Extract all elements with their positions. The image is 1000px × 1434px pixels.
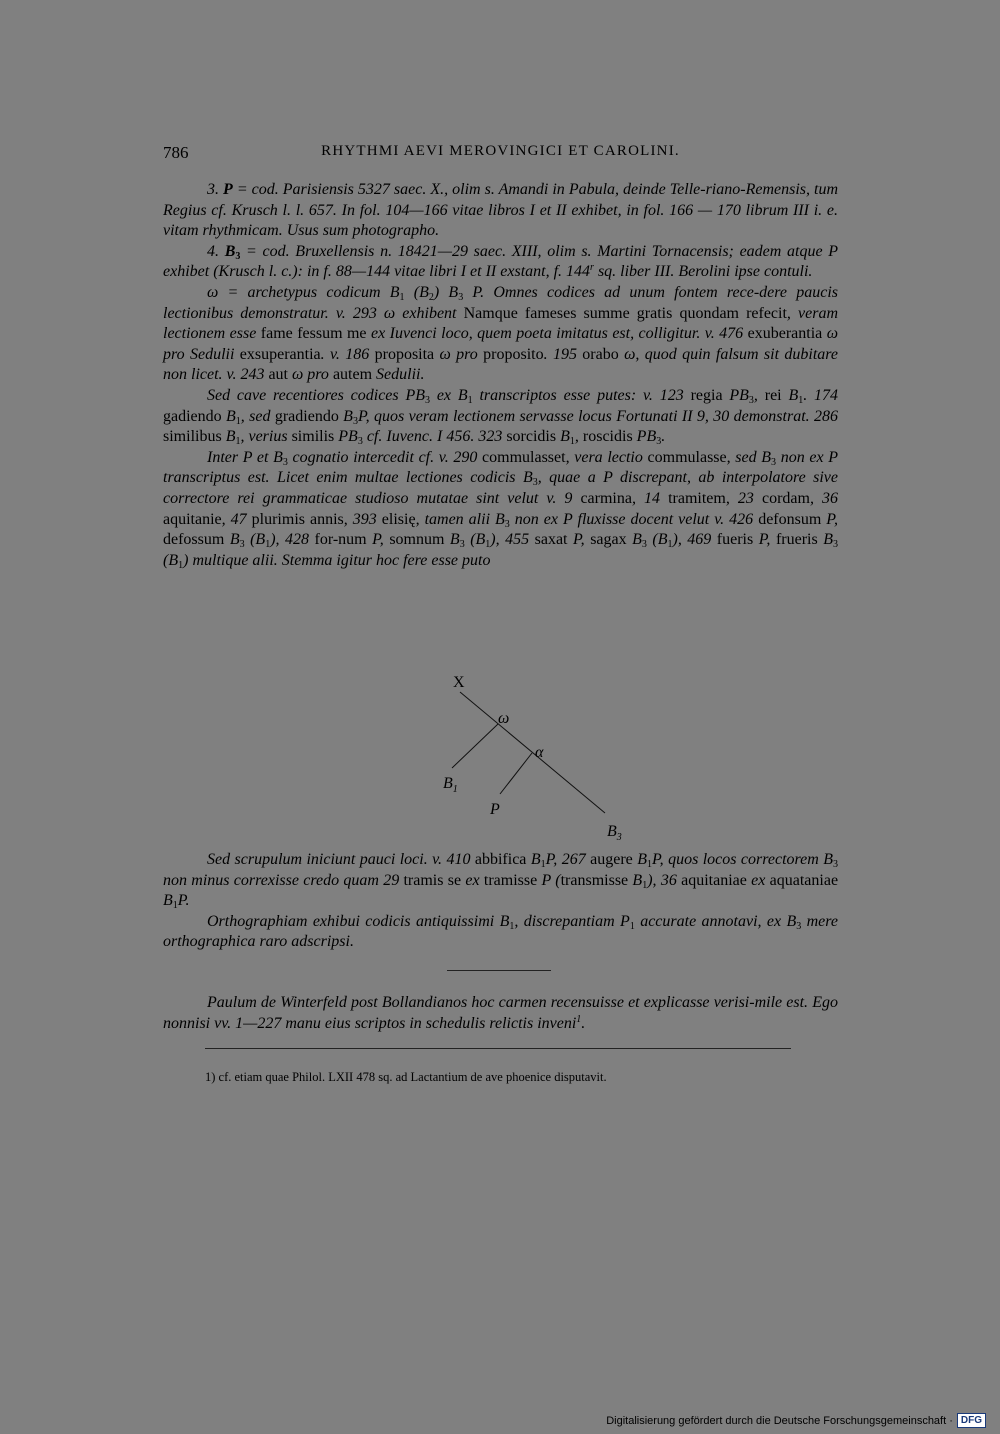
node-alpha: α — [535, 744, 544, 761]
stemma-diagram — [420, 668, 650, 843]
footnote — [205, 1070, 607, 1085]
paragraph-cognatio: Inter P et $B_3$ cognatio intercedit cf. v. 290 commulasset, vera lectio commulasse, sed $B_3$ non ex P transcriptus est. Licet enim multae lectiones codicis $B_3$, quae a P discrepant, ab interpolatore sive correctore rei grammaticae studioso mutatae sint velut v. 9 carmina, 14 tramitem, 23 cordam, 36 aquitanie, 47 plurimis annis, 393 elisię, tamen alii $B_3$ non ex P fluxisse docent velut v. 426 defonsum P, defossum $B_3$ $(B_1)$, 428 for-num P, somnum $B_3$ $(B_1)$, 455 saxat P, sagax $B_3$ $(B_1)$, 469 fueris P, frueris $B_3$ $(B_1)$ multique alii. Stemma igitur hoc fere esse puto — [163, 448, 839, 571]
edge-x-b3 — [460, 692, 605, 813]
digitization-footer — [606, 1413, 986, 1428]
paragraph-winterfeld: Paulum de Winterfeld post Bollandianos hoc carmen recensuisse et explicasse verisi-mile est. Ego nonnisi vv. 1—227 manu eius scriptos in schedulis relictis inveni$^1$. — [163, 994, 838, 1032]
footnote-text: 1) cf. etiam quae Philol. LXII 478 sq. ad Lactantium de ave phoenice disputavit. — [205, 1070, 607, 1084]
running-head: RHYTHMI AEVI MEROVINGICI ET CAROLINI. — [321, 143, 680, 159]
node-b1-letter: B — [443, 775, 453, 792]
paragraph-recentiores: Sed cave recentiores codices $PB_3$ ex $B_1$ transcriptos esse putes: v. 123 regia $PB_3$, rei $B_1$. 174 gadiendo $B_1$, sed gradiendo $B_3P$, quos veram lectionem servasse locus Fortunati II 9, 30 demonstrat. 286 similibus $B_1$, verius similis $PB_3$ cf. Iuvenc. I 456. 323 sorcidis $B_1$, roscidis $PB_3$. — [163, 386, 839, 448]
node-b1-sub: 1 — [452, 784, 458, 795]
body-text-top — [163, 180, 838, 571]
paragraph-archetype: ω = archetypus codicum $B_1$ $(B_2)$ $B_3$ P. Omnes codices ad unum fontem rece-dere paucis lectionibus demonstratur. v. 293 ω exhibent Namque fameses summe gratis quondam refecit, veram lectionem esse fame fessum me ex Iuvenci loco, quem poeta imitatus est, colligitur. v. 476 exuberantia ω pro Sedulii exsuperantia. v. 186 proposita ω pro proposito. 195 orabo ω, quod quin falsum sit dubitare non licet. v. 243 aut ω pro autem Sedulii. — [163, 283, 839, 384]
edge-alpha-p — [500, 753, 532, 794]
page-number: 786 — [163, 143, 189, 162]
page-header — [163, 143, 838, 167]
node-omega: ω — [498, 710, 510, 727]
body-text-bottom — [163, 850, 838, 953]
final-text — [163, 992, 838, 1034]
node-p: P — [490, 801, 500, 818]
paragraph-codex-p: 3. P = cod. Parisiensis 5327 saec. X., olim s. Amandi in Pabula, deinde Telle-riano-Remensis, tum Regius cf. Krusch l. l. 657. In fol. 104—166 vitae libros I et II exhibet, in fol. 166 — 170 librum III i. e. vitam rhythmicam. Usus sum photographo. — [163, 181, 839, 240]
stemma-svg — [420, 668, 650, 843]
section-divider — [447, 970, 551, 971]
paragraph-scrupulum: Sed scrupulum iniciunt pauci loci. v. 410 abbifica $B_1P$, 267 augere $B_1P$, quos locos correctorem $B_3$ non minus correxisse credo quam 29 tramis se ex tramisse P (transmisse $B_1$), 36 aquitaniae ex aquataniae $B_1P$. — [163, 851, 839, 912]
footnote-rule — [205, 1048, 791, 1049]
node-b3 — [607, 823, 622, 843]
paragraph-codex-b3: 4. $B_3$ = cod. Bruxellensis n. 18421—29 saec. XIII, olim s. Martini Tornacensis; eadem atque P exhibet (Krusch l. c.): in f. 88—144 vitae libri I et II exstant, f. 144$^r$ sq. liber III. Berolini ipse contuli. — [163, 242, 839, 281]
footer-text: Digitalisierung gefördert durch die Deutsche Forschungsgemeinschaft · — [606, 1414, 953, 1427]
node-b3-sub: 3 — [616, 832, 622, 843]
dfg-logo: DFG — [957, 1413, 986, 1428]
paragraph-orthographiam: Orthographiam exhibui codicis antiquissimi $B_1$, discrepantiam $P_1$ accurate annotavi, ex $B_3$ mere orthographica raro adscripsi. — [163, 912, 839, 951]
node-x: X — [453, 674, 465, 691]
node-b1 — [443, 775, 458, 795]
node-b3-letter: B — [607, 823, 617, 840]
edge-omega-b1 — [452, 724, 498, 768]
